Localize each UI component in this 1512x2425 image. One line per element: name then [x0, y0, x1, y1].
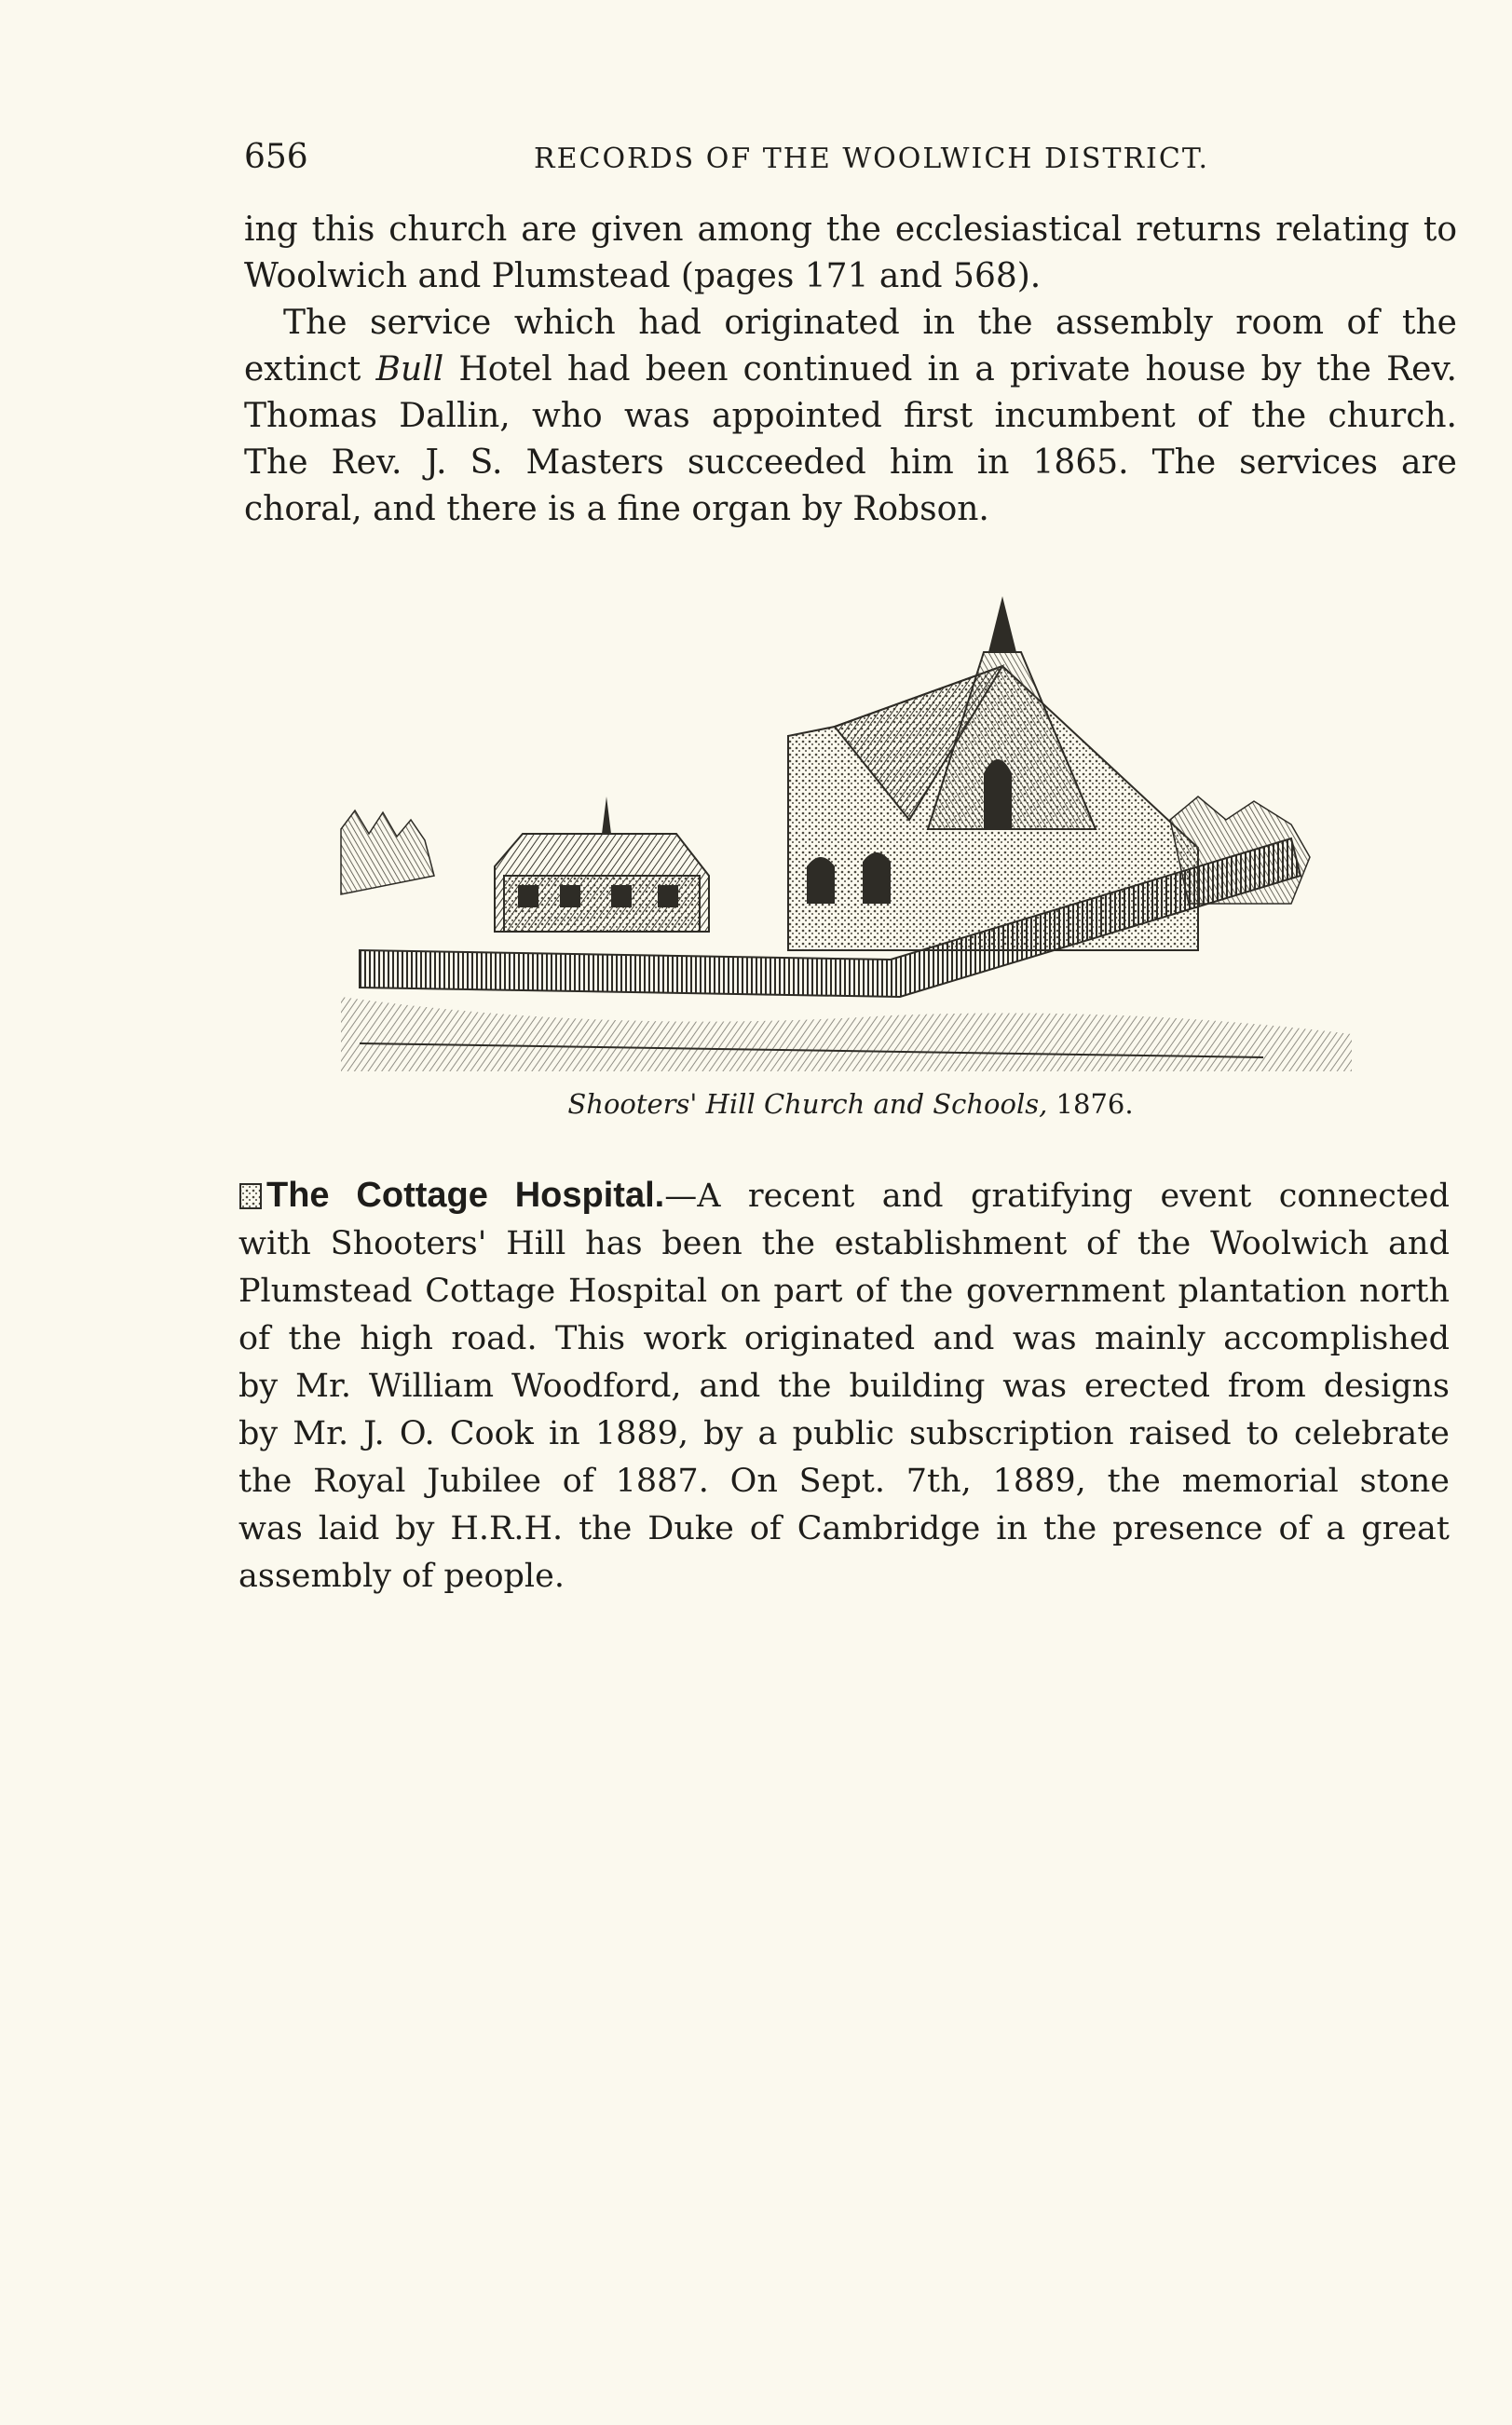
- text-line: [238, 1172, 1450, 1220]
- church-engraving: [332, 596, 1356, 1071]
- figure-caption: [244, 1088, 1457, 1120]
- text-line: The service which had originated in the assembly room of the: [283, 304, 1457, 342]
- text-line: with Shooters' Hill has been the establishment of the Woolwich and: [238, 1225, 1450, 1262]
- caption-title: Shooters' Hill Church and Schools,: [567, 1088, 1048, 1120]
- text-line: [244, 347, 1457, 393]
- text-line: by Mr. William Woodford, and the building was erected from designs: [238, 1368, 1450, 1405]
- italic-hotel-name: Bull: [375, 350, 444, 388]
- pilcrow-mark-icon: [238, 1182, 263, 1210]
- text-fragment: Hotel had been continued in a private house by the Rev.: [443, 350, 1457, 388]
- text-line: Thomas Dallin, who was appointed first incumbent of the church.: [244, 397, 1457, 435]
- text-line: choral, and there is a fine organ by Robson.: [244, 490, 989, 528]
- section-heading: The Cottage Hospital.: [266, 1176, 665, 1215]
- caption-year: 1876.: [1056, 1088, 1134, 1120]
- text-fragment: —A recent and gratifying event connected: [664, 1178, 1451, 1215]
- running-title: RECORDS OF THE WOOLWICH DISTRICT.: [534, 143, 1209, 175]
- text-fragment: extinct: [244, 350, 376, 388]
- page-header: [244, 138, 1457, 176]
- text-line: by Mr. J. O. Cook in 1889, by a public subscription raised to celebrate: [238, 1415, 1450, 1452]
- text-line: the Royal Jubilee of 1887. On Sept. 7th, 1889, the memorial stone: [238, 1463, 1450, 1500]
- text-line: was laid by H.R.H. the Duke of Cambridge in the presence of a great: [238, 1510, 1450, 1547]
- text-line: assembly of people.: [238, 1558, 565, 1595]
- text-line: ing this church are given among the ecclesiastical returns relating to: [244, 211, 1457, 249]
- text-line: The Rev. J. S. Masters succeeded him in 1865. The services are: [244, 443, 1457, 482]
- section-cottage-hospital: [238, 1172, 1450, 1601]
- text-line: Woolwich and Plumstead (pages 171 and 568).: [244, 257, 1042, 295]
- page-number: 656: [244, 138, 308, 176]
- text-line: of the high road. This work originated and was mainly accomplished: [238, 1320, 1450, 1357]
- body-text-top: [244, 207, 1457, 533]
- text-line: Plumstead Cottage Hospital on part of the government plantation north: [238, 1273, 1450, 1310]
